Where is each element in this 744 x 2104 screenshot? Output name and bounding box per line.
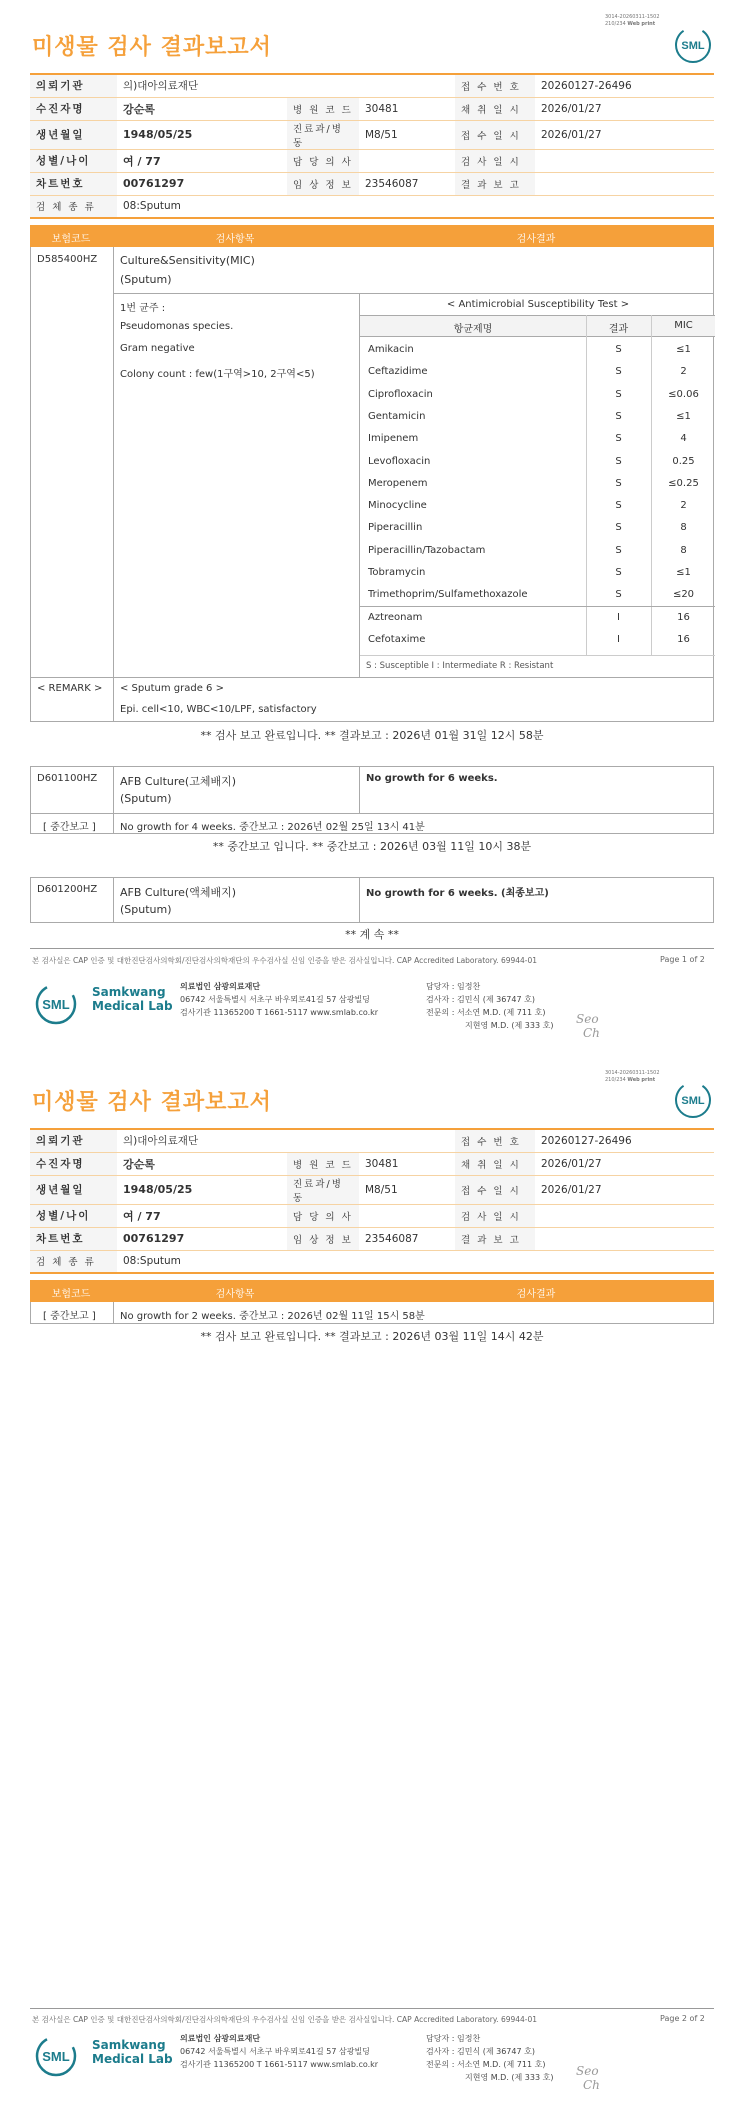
patient-info-table	[30, 73, 714, 219]
svg-text:SML: SML	[681, 1095, 705, 1107]
lab-name-line1: Samkwang	[92, 985, 166, 999]
afb-solid-name: AFB Culture(고체배지)	[120, 775, 237, 788]
ast-mic: ≤1	[676, 410, 691, 422]
label-sex: 성별/나이	[30, 149, 117, 172]
recv-no-value: 20260127-26496	[535, 74, 714, 97]
ast-col-mic: MIC	[674, 320, 693, 331]
ast-mic: 2	[680, 500, 687, 512]
remark-label: < REMARK >	[37, 683, 103, 694]
sml-logo-icon	[674, 1081, 712, 1119]
remark-detail: Epi. cell<10, WBC<10/LPF, satisfactory	[120, 704, 317, 715]
print-id-p2: 3014-20260311-1502 210/234 Web print	[605, 1070, 660, 1083]
label-test-date: 검 사 일 시	[455, 149, 535, 172]
ast-result: I	[617, 633, 620, 645]
ast-legend: S : Susceptible I : Intermediate R : Resistant	[366, 661, 554, 671]
organism-number: 1번 균주 :	[120, 303, 166, 314]
signature-1-icon: Seo	[576, 2064, 599, 2078]
culture-block	[30, 247, 714, 722]
organism-name: Pseudomonas species.	[120, 321, 234, 332]
header-result: 검사결과	[516, 234, 556, 245]
afb-liquid-result: No growth for 6 weeks. (최종보고)	[366, 888, 549, 899]
label-name: 수진자명	[30, 97, 117, 120]
ast-result: S	[615, 410, 622, 422]
samkwang-logo-icon	[34, 2034, 84, 2078]
samkwang-logo-icon	[34, 982, 84, 1026]
specimen-value: 08:Sputum	[117, 195, 714, 218]
lab-address: 06742 서울특별시 서초구 바우뫼로41길 57 삼광빌딩	[180, 995, 370, 1004]
footer-note: 본 검사실은 CAP 인증 및 대한진단검사의학회/진단검사의학재단의 우수검사실 신임 인증을 받은 검사실입니다. CAP Accredited Laboratory. 69944-01	[32, 956, 538, 965]
ast-mic: ≤0.06	[668, 388, 699, 400]
report-page-1: 3014-20260311-1502 210/234 Web print SML 미생물 검사 결과보고서 의뢰기관 의)대아의료재단 접 수 번 호 20260127-26496 수진자명 강순록 병 원 코 드 30481 채 취 일 시 2026/01/27 생년월일 1948/05/25 진료과/병동 M8/51 접 수 일 시 2026/01/27 성별/나이 여 / 77 담 당 의 사 검 사 일 시 차트번호 00761297 임 상 정 보 23546087 결 과 보 고 검 체 종 류 08:Sputum 보험코드 검사항목 검사결과 D585400HZ Culture&Sensitivity(MIC) (Sputum) 1번 균주 : Pseudomonas species. Gram negative Colony count : few(1구역>10, 2구역<5) < Antimicrobial Susceptibility Test > 항균제명 결과 MIC Amikacin S ≤1 Ceftazidime S 2 Ciprofloxacin S ≤0.06 Gentamicin S ≤1 Imipenem S 4 Levofloxacin S 0.25 Meropenem S ≤0.25 Minocycline S 2 Piperacillin S 8 Piperacillin/Tazobactam S 8 Tobramycin S ≤1 Trimethoprim/Sulfamethoxazole S ≤20 Aztreonam I 16 Cefotaxime I 16 S : Susceptible I : Intermediate R : Resistant < REMARK > < Sputum grade 6 > Epi. cell<10, WBC<10/LPF, satisfactory ** 검사 보고 완료입니다. ** 결과보고 : 2026년 01월 31일 12시 58분 D601100HZ AFB Culture(고체배지) (Sputum) No growth for 6 weeks. [ 중간보고 ] No growth for 4 weeks. 중간보고 : 2026년 02월 25일 13시 41분 ** 중간보고 입니다. ** 중간보고 : 2026년 03월 11일 10시 38분 D601200HZ AFB Culture(액체배지) (Sputum) No growth for 6 weeks. (최종보고) ** 계 속 ** 본 검사실은 CAP 인증 및 대한진단검사의학회/진단검사의학재단의 우수검사실 신임 인증을 받은 검사실입니다. CAP Accredited Laboratory. 69944-01 Page 1 of 2 SML Samkwang Medical Lab 의료법인 삼광의료재단 06742 서울특별시 서초구 바우뫼로41길 57 삼광빌딩 검사기관 11365200 T 1661-5117 www.smlab.co.kr 담당자 : 임정찬 검사자 : 김민식 (제 36747 호) 전문의 : 서소연 M.D. (제 711 호) 지현영 M.D. (제 333 호) Seo Ch	[0, 0, 744, 1070]
ast-mic: 8	[680, 544, 687, 556]
ast-drug: Aztreonam	[368, 611, 423, 623]
report-value	[535, 172, 714, 195]
ast-drug: Amikacin	[368, 344, 414, 355]
p2-interim-label: [ 중간보고 ]	[43, 1311, 96, 1322]
svg-text:SML: SML	[42, 2049, 70, 2064]
staff-specialist-2: 지현영 M.D. (제 333 호)	[465, 1021, 554, 1030]
signature-2-icon: Ch	[583, 1026, 600, 1040]
ast-drug: Tobramycin	[368, 567, 426, 578]
afb-liquid-block	[30, 877, 714, 923]
ast-mic: ≤1	[676, 344, 691, 355]
afb-solid-specimen: (Sputum)	[120, 792, 172, 805]
ast-mic: 16	[677, 633, 690, 645]
remark-grade: < Sputum grade 6 >	[120, 683, 224, 694]
ast-col-result: 결과	[608, 324, 629, 335]
afb-solid-block	[30, 766, 714, 834]
afb-solid-interim: No growth for 4 weeks. 중간보고 : 2026년 02월 25일 13시 41분	[120, 822, 425, 833]
label-doctor: 담 당 의 사	[287, 149, 359, 172]
recv-date-value: 2026/01/27	[535, 120, 714, 149]
colony-count: Colony count : few(1구역>10, 2구역<5)	[120, 369, 315, 380]
results-table-header-p2: 보험코드 검사항목 검사결과	[30, 1280, 714, 1302]
ast-drug: Gentamicin	[368, 410, 426, 422]
ast-result: S	[615, 388, 622, 400]
label-birth: 생년월일	[30, 120, 117, 149]
ast-drug: Minocycline	[368, 500, 427, 512]
culture-summary: ** 검사 보고 완료입니다. ** 결과보고 : 2026년 01월 31일 12시 58분	[200, 729, 544, 742]
ast-result: S	[615, 500, 622, 512]
ast-result: S	[615, 477, 622, 489]
ast-mic: 16	[677, 611, 690, 623]
svg-text:SML: SML	[42, 997, 70, 1012]
p2-interim: No growth for 2 weeks. 중간보고 : 2026년 02월 11일 15시 58분	[120, 1311, 425, 1322]
doctor-value	[359, 149, 455, 172]
ast-result: S	[615, 366, 622, 378]
ast-drug: Ceftazidime	[368, 366, 428, 378]
ast-col-drug: 항균제명	[453, 324, 493, 335]
label-chart: 차트번호	[30, 172, 117, 195]
ast-title: < Antimicrobial Susceptibility Test >	[446, 299, 630, 310]
ast-mic: 0.25	[672, 455, 695, 467]
ast-result: S	[615, 522, 622, 534]
label-recv-date: 접 수 일 시	[455, 120, 535, 149]
afb-liquid-code: D601200HZ	[37, 884, 98, 895]
staff-specialist-1: 서소연 M.D. (제 711 호)	[456, 1008, 546, 1017]
ast-drug: Meropenem	[368, 477, 428, 489]
afb-liquid-interim-block	[30, 1302, 714, 1324]
header-item: 검사항목	[215, 234, 255, 245]
ast-drug: Piperacillin/Tazobactam	[368, 544, 486, 556]
ast-result: S	[615, 433, 622, 445]
corp-name: 의료법인 삼광의료재단	[180, 982, 261, 991]
page-number: Page 1 of 2	[660, 955, 705, 964]
chart-value: 00761297	[117, 172, 287, 195]
ast-result: S	[615, 567, 622, 578]
label-recv-no: 접 수 번 호	[455, 74, 535, 97]
label-clinical: 임 상 정 보	[287, 172, 359, 195]
lab-name-line2: Medical Lab	[92, 999, 173, 1013]
results-table-header	[30, 225, 714, 247]
afb-solid-code: D601100HZ	[37, 773, 98, 784]
page-number-p2: Page 2 of 2	[660, 2014, 705, 2023]
name-value: 강순록	[117, 97, 287, 120]
afb-solid-result: No growth for 6 weeks.	[366, 773, 498, 784]
sml-logo-icon	[674, 26, 712, 64]
ast-mic: ≤0.25	[668, 477, 699, 489]
ast-mic: 4	[680, 433, 687, 445]
ast-result: S	[615, 544, 622, 556]
staff-manager: 임정찬	[456, 982, 481, 991]
sex-age-value: 여 / 77	[117, 149, 287, 172]
ast-mic: ≤1	[676, 567, 691, 578]
lab-phone: 검사기관 11365200 T 1661-5117 www.smlab.co.kr	[180, 1008, 379, 1017]
label-collect: 채 취 일 시	[455, 97, 535, 120]
afb-liquid-specimen: (Sputum)	[120, 903, 172, 916]
signature-1-icon: Seo	[576, 1012, 599, 1026]
dept-value: M8/51	[359, 120, 455, 149]
label-report: 결 과 보 고	[455, 172, 535, 195]
ast-result: S	[615, 589, 622, 601]
label-hosp-code: 병 원 코 드	[287, 97, 359, 120]
header-code: 보험코드	[51, 234, 91, 245]
report-page-2: 3014-20260311-1502 210/234 Web print SML 미생물 검사 결과보고서 의뢰기관 의)대아의료재단 접 수 번 호 20260127-26496 수진자명 강순록 병 원 코 드 30481 채 취 일 시 2026/01/27 생년월일 1948/05/25 진료과/병동 M8/51 접 수 일 시 2026/01/27 성별/나이 여 / 77 담 당 의 사 검 사 일 시 차트번호 00761297 임 상 정 보 23546087 결 과 보 고 검 체 종 류 08:Sputum 보험코드 검사항목 검사결과 [ 중간보고 ] No growth for 2 weeks. 중간보고 : 2026년 02월 11일 15시 58분 ** 검사 보고 완료입니다. ** 결과보고 : 2026년 03월 11일 14시 42분 본 검사실은 CAP 인증 및 대한진단검사의학회/진단검사의학재단의 우수검사실 신임 인증을 받은 검사실입니다. CAP Accredited Laboratory. 69944-01 Page 2 of 2 SML Samkwang Medical Lab 의료법인 삼광의료재단 06742 서울특별시 서초구 바우뫼로41길 57 삼광빌딩 검사기관 11365200 T 1661-5117 www.smlab.co.kr 담당자 : 임정찬 검사자 : 김민식 (제 36747 호) 전문의 : 서소연 M.D. (제 711 호) 지현영 M.D. (제 333 호) Seo Ch	[0, 1070, 744, 2104]
label-dept: 진료과/병동	[287, 120, 359, 149]
ast-table	[359, 293, 715, 677]
label-specimen: 검 체 종 류	[30, 195, 117, 218]
birth-value: 1948/05/25	[117, 120, 287, 149]
ast-drug: Trimethoprim/Sulfamethoxazole	[368, 589, 528, 601]
culture-specimen: (Sputum)	[120, 273, 172, 286]
label-org: 의뢰기관	[30, 74, 117, 97]
ast-result: I	[617, 611, 620, 623]
continued-note: ** 계 속 **	[345, 928, 399, 941]
signature-2-icon: Ch	[583, 2078, 600, 2092]
org-value: 의)대아의료재단	[117, 74, 455, 97]
clinical-value: 23546087	[359, 172, 455, 195]
ast-drug: Ciprofloxacin	[368, 388, 433, 400]
ast-mic: 8	[680, 522, 687, 534]
ast-drug: Levofloxacin	[368, 455, 431, 467]
ast-mic: 2	[680, 366, 687, 378]
ast-mic: ≤20	[672, 589, 695, 601]
afb-solid-interim-label: [ 중간보고 ]	[43, 822, 96, 833]
ast-drug: Cefotaxime	[368, 633, 426, 645]
p2-summary: ** 검사 보고 완료입니다. ** 결과보고 : 2026년 03월 11일 14시 42분	[200, 1330, 544, 1343]
collect-date-value: 2026/01/27	[535, 97, 714, 120]
svg-text:SML: SML	[681, 40, 705, 52]
ast-drug: Imipenem	[368, 433, 419, 445]
gram-stain: Gram negative	[120, 343, 195, 354]
patient-info-table-p2: 의뢰기관 의)대아의료재단 접 수 번 호 20260127-26496 수진자명 강순록 병 원 코 드 30481 채 취 일 시 2026/01/27 생년월일 1948/05/25 진료과/병동 M8/51 접 수 일 시 2026/01/27 성별/나이 여 / 77 담 당 의 사 검 사 일 시 차트번호 00761297 임 상 정 보 23546087 결 과 보 고 검 체 종 류 08:Sputum	[30, 1128, 714, 1274]
ast-drug: Piperacillin	[368, 522, 423, 534]
report-title: 미생물 검사 결과보고서	[32, 35, 272, 60]
afb-liquid-name: AFB Culture(액체배지)	[120, 886, 237, 899]
print-id: 3014-20260311-1502 210/234 Web print	[605, 14, 660, 27]
test-date-value	[535, 149, 714, 172]
report-title-p2: 미생물 검사 결과보고서	[32, 1090, 272, 1115]
ast-result: S	[615, 455, 622, 467]
ast-result: S	[615, 344, 622, 355]
culture-code: D585400HZ	[37, 254, 98, 265]
culture-name: Culture&Sensitivity(MIC)	[120, 254, 255, 267]
hosp-code-value: 30481	[359, 97, 455, 120]
staff-tester: 김민식 (제 36747 호)	[456, 995, 535, 1004]
afb-solid-summary: ** 중간보고 입니다. ** 중간보고 : 2026년 03월 11일 10시 38분	[212, 840, 532, 853]
